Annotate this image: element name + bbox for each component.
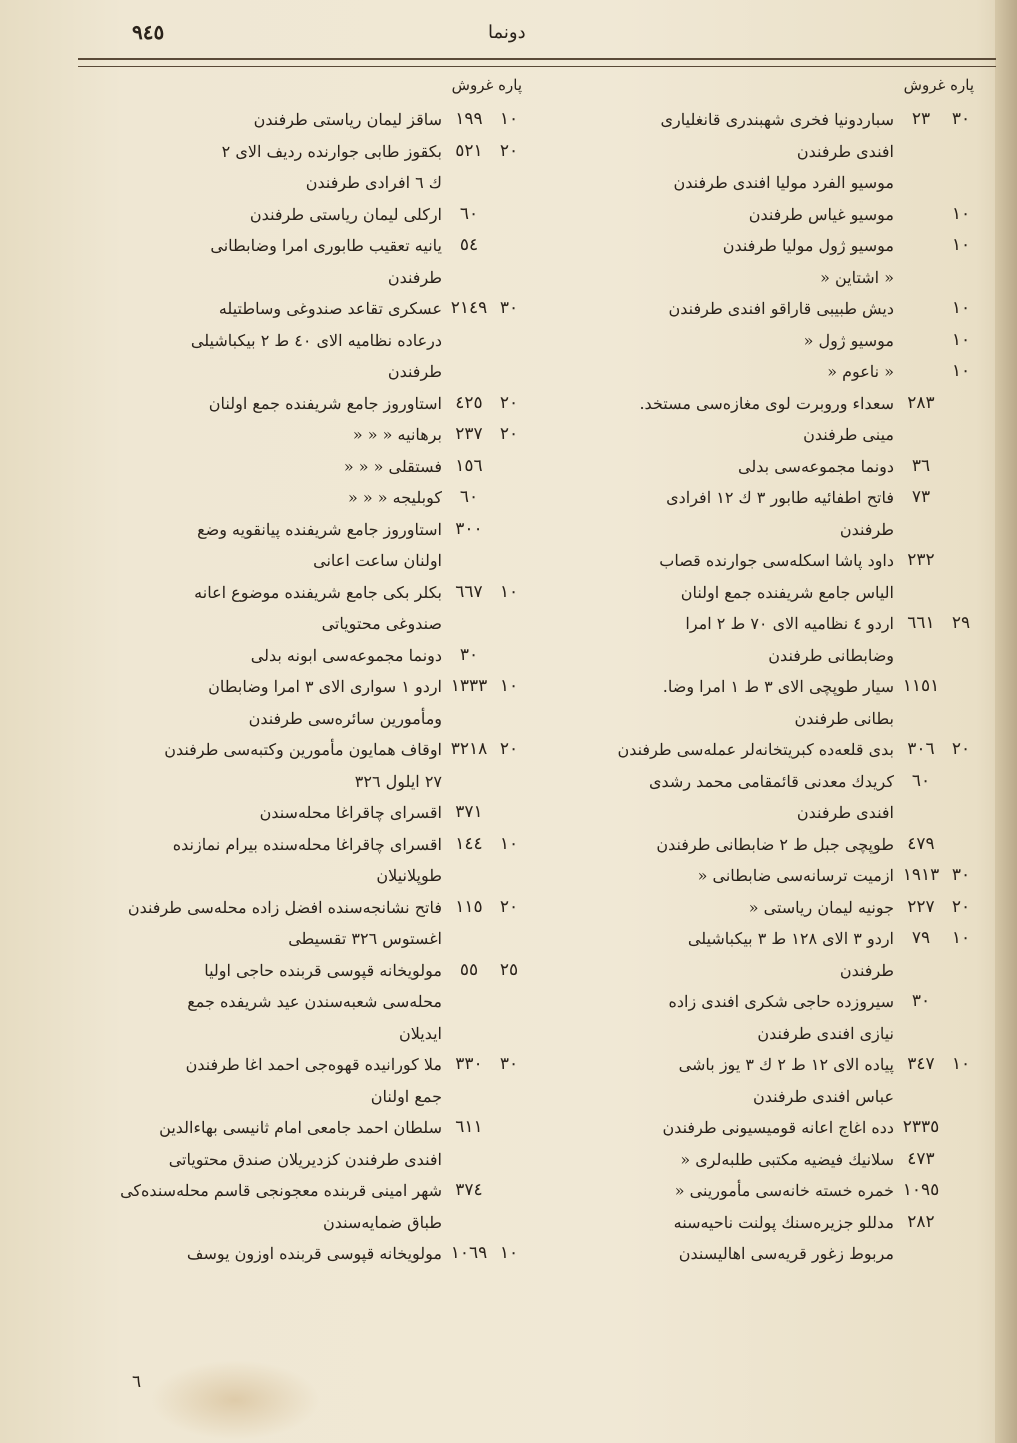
entry-row <box>92 199 522 231</box>
entry-row <box>92 451 522 483</box>
description-line: مولویخانه قپوسی قربنده حاجی اولیا <box>204 960 442 980</box>
right-column <box>542 76 974 1270</box>
description-line: فاتح نشانجه‌سنده افضل زاده محله‌سی طرفندن <box>127 897 442 917</box>
entry-row <box>542 892 974 924</box>
description-line: طوپچی جبل ط ٢ ضابطانی طرفندن <box>656 834 894 854</box>
para-amount: ٢٠ <box>499 392 519 413</box>
para-label: پاره <box>498 76 522 94</box>
entry-description <box>542 167 894 199</box>
grush-amount: ٥٥ <box>459 959 479 980</box>
grush-label: غروش <box>903 76 946 94</box>
para-amount: ١٠ <box>951 203 971 224</box>
entry-row <box>542 1144 974 1176</box>
description-line: اوقاف همایون مأمورین وکتبه‌سی طرفندن <box>164 740 442 759</box>
grush-amount: ١١٥ <box>455 896 483 917</box>
description-line: سلطان احمد جامعی امام ثانیسی بهاءالدین <box>159 1118 442 1137</box>
entry-description <box>92 577 442 640</box>
grush-amount: ٤٢٥ <box>455 392 483 413</box>
description-line: الیاس جامع شریفنده جمع اولنان <box>680 582 894 602</box>
grush-label: غروش <box>451 76 494 94</box>
description-line: داود پاشا اسکله‌سی جوارنده قصاب <box>659 551 894 570</box>
description-line: مدللو جزیره‌سنك پولنت ناحیه‌سنه <box>673 1212 894 1232</box>
description-line: موسیو ژول مولیا طرفندن <box>722 236 894 255</box>
grush-amount: ١٩٩ <box>455 109 483 129</box>
grush-amount: ٥٤ <box>459 235 479 255</box>
description-line: وضابطانی طرفندن <box>768 645 894 665</box>
page-number: ٩٤٥ <box>132 20 165 44</box>
entry-row <box>92 671 522 734</box>
entry-description <box>92 1049 442 1112</box>
entry-row <box>92 482 522 514</box>
entry-row <box>92 577 522 640</box>
description-line: اقسرای چاقراغا محله‌سنده بیرام نمازنده <box>172 834 442 854</box>
grush-amount: ٢٣ <box>911 109 931 129</box>
entry-description <box>92 671 442 734</box>
entry-description <box>542 325 894 357</box>
entry-description <box>542 388 894 451</box>
entry-description <box>542 986 894 1049</box>
entry-row <box>542 482 974 545</box>
para-amount: ٢٠ <box>499 896 519 917</box>
entry-row <box>542 230 974 262</box>
description-line: فستقلی « « « <box>343 456 442 476</box>
para-amount: ١٠ <box>499 676 519 696</box>
entry-description <box>542 734 894 766</box>
description-line: بدی قلعه‌ده کبریتخانه‌لر عمله‌سی طرفندن <box>617 740 894 759</box>
description-line: موسیو الفرد مولیا افندی طرفندن <box>673 173 894 192</box>
entry-row <box>92 734 522 797</box>
description-line: « اشتاین « <box>820 267 894 287</box>
grush-amount: ٧٣ <box>911 487 931 507</box>
grush-amount: ١٠٦٩ <box>450 1243 488 1263</box>
para-amount: ٢٠ <box>951 896 971 917</box>
entry-row <box>92 892 522 955</box>
description-line: ایدیلان <box>398 1023 442 1043</box>
description-line: طرفندن <box>839 960 894 980</box>
description-line: خمره خسته خانه‌سی مأمورینی « <box>674 1181 894 1200</box>
description-line: دونما مجموعه‌سی بدلی <box>738 456 894 476</box>
grush-amount: ٣٤٧ <box>907 1054 935 1074</box>
entry-description <box>92 892 442 955</box>
description-line: کوبلیجه « « « <box>348 488 442 507</box>
entry-description <box>542 356 894 388</box>
description-line: موسیو غیاس طرفندن <box>748 204 894 224</box>
entry-description <box>92 955 442 1050</box>
grush-amount: ١٥٦ <box>455 455 483 476</box>
grush-amount: ٦٠ <box>459 203 479 224</box>
para-amount: ١٠ <box>951 329 971 350</box>
description-line: اغستوس ٣٢٦ تقسیطی <box>288 929 442 948</box>
paper-stain <box>150 1360 320 1440</box>
grush-amount: ٤٧٣ <box>907 1148 935 1169</box>
grush-amount: ٣٦ <box>911 455 931 476</box>
description-line: مینی طرفندن <box>803 425 894 444</box>
description-line: افندی طرفندن کزدیریلان صندق محتویاتی <box>168 1149 442 1169</box>
left-column <box>92 76 522 1270</box>
entry-description <box>542 482 894 545</box>
grush-amount: ١٠٩٥ <box>902 1180 940 1200</box>
description-line: اردو ٤ نظامیه الای ٧٠ ط ٢ امرا <box>685 614 894 633</box>
grush-amount: ٣٠ <box>459 644 479 665</box>
entry-description <box>542 766 894 829</box>
description-line: افندی طرفندن <box>796 141 894 161</box>
entry-row <box>542 734 974 766</box>
grush-amount: ٢٨٢ <box>907 1211 935 1232</box>
para-amount: ٢٩ <box>951 613 971 633</box>
entry-row <box>542 1049 974 1112</box>
entry-description <box>542 860 894 892</box>
description-line: سعداء وروبرت لوی مغازه‌سی مستخد. <box>639 393 894 413</box>
entry-row <box>542 608 974 671</box>
entry-row <box>92 136 522 199</box>
grush-amount: ١٤٤ <box>455 833 483 854</box>
entry-row <box>92 640 522 672</box>
grush-amount: ٢٨٣ <box>907 392 935 413</box>
description-line: طرفندن <box>387 267 442 287</box>
description-line: پیاده الای ١٢ ط ٢ ك ٣ یوز باشی <box>678 1055 894 1074</box>
description-line: صندوغی محتویاتی <box>321 614 442 633</box>
entry-row <box>92 1112 522 1175</box>
para-amount: ٣٠ <box>499 298 519 318</box>
para-amount: ١٠ <box>499 109 519 129</box>
entry-description <box>92 1112 442 1175</box>
grush-amount: ٧٩ <box>911 928 931 948</box>
entry-row <box>542 829 974 861</box>
para-amount: ٢٠ <box>499 424 519 444</box>
description-line: ساقز لیمان ریاستی طرفندن <box>253 110 442 129</box>
description-line: « ناعوم « <box>827 362 894 381</box>
entry-row <box>542 451 974 483</box>
description-line: ٢٧ ایلول ٣٢٦ <box>354 771 442 791</box>
description-line: جمع اولنان <box>370 1086 442 1106</box>
entry-description <box>92 451 442 483</box>
description-line: سباردونیا فخری شهبندری قانغلیاری <box>660 110 894 129</box>
entry-row <box>92 1175 522 1238</box>
entry-row <box>542 293 974 325</box>
entry-row <box>92 1049 522 1112</box>
grush-amount: ٣٠٦ <box>907 739 935 759</box>
para-amount: ١٠ <box>499 1243 519 1263</box>
entry-description <box>92 829 442 892</box>
description-line: اولنان ساعت اعانی <box>313 551 442 570</box>
description-line: ك ٦ افرادی طرفندن <box>305 173 442 192</box>
para-amount: ١٠ <box>951 361 971 381</box>
description-line: طوپلانیلان <box>376 866 442 885</box>
running-title: دونما <box>488 22 526 43</box>
entry-row <box>542 356 974 388</box>
entry-description <box>542 923 894 986</box>
para-amount: ١٠ <box>951 298 971 318</box>
entry-description <box>92 1238 442 1270</box>
entry-row <box>92 104 522 136</box>
para-amount: ٢٠ <box>499 140 519 161</box>
description-line: ازمیت ترسانه‌سی ضابطانی « <box>697 866 894 885</box>
entry-description <box>542 451 894 483</box>
entry-description <box>542 262 894 294</box>
description-line: درعاده نظامیه الای ٤٠ ط ٢ بیکباشیلی <box>190 330 442 350</box>
para-amount: ١٠ <box>499 833 519 854</box>
description-line: فاتح اطفائیه طابور ٣ ك ١٢ افرادی <box>666 488 894 507</box>
entry-description <box>542 1144 894 1176</box>
grush-amount: ١٣٣٣ <box>450 676 488 696</box>
entry-description <box>92 199 442 231</box>
description-line: اردو ١ سواری الای ٣ امرا وضابطان <box>208 677 442 696</box>
para-amount: ٢٠ <box>951 739 971 759</box>
para-amount: ٢٥ <box>499 959 519 980</box>
description-line: برهانیه « « « <box>352 425 442 444</box>
para-amount: ١٠ <box>951 1054 971 1074</box>
page-edge <box>995 0 1017 1443</box>
page-header <box>0 20 1000 54</box>
entry-description <box>92 734 442 797</box>
entry-row <box>542 545 974 608</box>
description-line: مولویخانه قپوسی قربنده اوزون یوسف <box>186 1244 442 1263</box>
entry-description <box>542 1112 894 1144</box>
entry-description <box>92 136 442 199</box>
para-amount: ١٠ <box>951 235 971 255</box>
entry-description <box>92 482 442 514</box>
entry-description <box>92 230 442 293</box>
description-line: کریدك معدنی قائمقامی محمد رشدی <box>648 771 894 791</box>
grush-amount: ٢١٤٩ <box>450 298 488 318</box>
description-line: دیش طبیبی قاراقو افندی طرفندن <box>668 299 894 318</box>
entry-row <box>542 860 974 892</box>
entry-row <box>92 514 522 577</box>
entry-row <box>542 1175 974 1207</box>
grush-amount: ٢٣٧ <box>455 424 483 444</box>
entry-row <box>92 829 522 892</box>
grush-amount: ٤٧٩ <box>907 833 935 854</box>
grush-amount: ٣٧٤ <box>455 1180 483 1200</box>
description-line: جونیه لیمان ریاستی « <box>748 897 894 917</box>
para-amount: ٣٠ <box>499 1054 519 1074</box>
description-line: دونما مجموعه‌سی ابونه بدلی <box>250 645 442 665</box>
description-line: طباق ضمایه‌سندن <box>322 1212 442 1232</box>
description-line: ملا کورانیده قهوه‌جی احمد اغا طرفندن <box>185 1055 442 1074</box>
entry-row <box>542 167 974 199</box>
entry-description <box>92 640 442 672</box>
entry-row <box>542 262 974 294</box>
grush-amount: ٦١١ <box>455 1117 483 1137</box>
entry-row <box>92 230 522 293</box>
description-line: سیار طوپچی الای ٣ ط ١ امرا وضا. <box>662 677 894 696</box>
entry-description <box>542 1049 894 1112</box>
entry-description <box>542 104 894 167</box>
column-header <box>542 76 974 104</box>
entry-row <box>542 388 974 451</box>
entry-description <box>542 671 894 734</box>
description-line: طرفندن <box>839 519 894 539</box>
entry-row <box>542 671 974 734</box>
grush-amount: ٢٣٢ <box>907 550 935 570</box>
grush-amount: ٦٠ <box>911 770 931 791</box>
entry-row <box>542 199 974 231</box>
entry-description <box>542 1207 894 1270</box>
description-line: ارکلی لیمان ریاستی طرفندن <box>249 204 442 224</box>
entry-row <box>542 766 974 829</box>
grush-amount: ٣٧١ <box>455 802 483 822</box>
para-amount: ١٠ <box>499 581 519 602</box>
grush-amount: ٦٠ <box>459 487 479 507</box>
entry-description <box>542 892 894 924</box>
entry-description <box>542 829 894 861</box>
entry-description <box>92 104 442 136</box>
description-line: استاوروز جامع شریفنده پیانقویه وضع <box>197 519 442 539</box>
para-label: پاره <box>950 76 974 94</box>
entry-description <box>542 608 894 671</box>
entry-description <box>92 419 442 451</box>
entry-description <box>542 545 894 608</box>
entry-row <box>542 1112 974 1144</box>
grush-amount: ٣٠ <box>911 991 931 1011</box>
entry-description <box>542 1175 894 1207</box>
grush-amount: ١١٥١ <box>902 676 940 696</box>
entry-row <box>92 797 522 829</box>
entry-description <box>542 293 894 325</box>
description-line: عسکری تقاعد صندوغی وساطتیله <box>218 299 442 318</box>
entry-description <box>92 1175 442 1238</box>
entry-description <box>542 230 894 262</box>
entry-description <box>92 514 442 577</box>
description-line: نیازی افندی طرفندن <box>757 1023 894 1043</box>
description-line: سیروزده حاجی شکری افندی زاده <box>668 992 894 1011</box>
entry-row <box>542 104 974 167</box>
description-line: دده اغاج اعانه قومیسیونی طرفندن <box>662 1118 894 1137</box>
description-line: بکلر بکی جامع شریفنده موضوع اعانه <box>194 582 442 602</box>
description-line: اقسرای چاقراغا محله‌سندن <box>259 803 442 822</box>
para-amount: ٣٠ <box>951 865 971 885</box>
entry-description <box>92 797 442 829</box>
entry-row <box>92 293 522 388</box>
grush-amount: ٢٣٣٥ <box>902 1117 940 1137</box>
description-line: ومأمورین سائره‌سی طرفندن <box>248 708 442 728</box>
entry-description <box>542 199 894 231</box>
description-line: مربوط زغور قریه‌سی اهالیسندن <box>678 1244 894 1263</box>
entry-row <box>542 986 974 1049</box>
grush-amount: ٣٣٠ <box>455 1054 483 1074</box>
grush-amount: ٦٦٧ <box>455 581 483 602</box>
entry-row <box>92 1238 522 1270</box>
description-line: محله‌سی شعبه‌سندن عید شریفده جمع <box>187 992 442 1011</box>
entry-row <box>92 955 522 1050</box>
grush-amount: ٥٢١ <box>455 140 483 161</box>
para-amount: ٣٠ <box>951 109 971 129</box>
description-line: افندی طرفندن <box>796 803 894 822</box>
grush-amount: ٣٠٠ <box>455 518 483 539</box>
description-line: طرفندن <box>387 362 442 381</box>
column-header <box>92 76 522 104</box>
grush-amount: ٣٢١٨ <box>450 739 488 759</box>
header-rule <box>78 58 996 67</box>
description-line: اردو ٣ الای ١٢٨ ط ٣ بیکباشیلی <box>687 929 894 948</box>
description-line: یانیه تعقیب طابوری امرا وضابطانی <box>210 236 442 255</box>
entry-description <box>92 388 442 420</box>
grush-amount: ١٩١٣ <box>902 865 940 885</box>
signature-mark: ٦ <box>132 1372 142 1392</box>
description-line: موسیو ژول « <box>803 330 894 350</box>
entry-row <box>542 325 974 357</box>
para-amount: ٢٠ <box>499 739 519 759</box>
entry-row <box>542 923 974 986</box>
grush-amount: ٦٦١ <box>907 613 935 633</box>
grush-amount: ٢٢٧ <box>907 896 935 917</box>
para-amount: ١٠ <box>951 928 971 948</box>
description-line: استاوروز جامع شریفنده جمع اولنان <box>208 393 442 413</box>
entry-description <box>92 293 442 388</box>
description-line: بطانی طرفندن <box>794 708 894 728</box>
entry-row <box>542 1207 974 1270</box>
entry-row <box>92 388 522 420</box>
entry-row <box>92 419 522 451</box>
description-line: بکقوز طابی جوارنده ردیف الای ٢ <box>221 141 442 161</box>
description-line: شهر امینی قربنده معجونجی قاسم محله‌سنده‌کی <box>120 1181 442 1200</box>
description-line: عباس افندی طرفندن <box>753 1086 894 1106</box>
description-line: سلانیك فیضیه مکتبی طلبه‌لری « <box>680 1149 894 1169</box>
